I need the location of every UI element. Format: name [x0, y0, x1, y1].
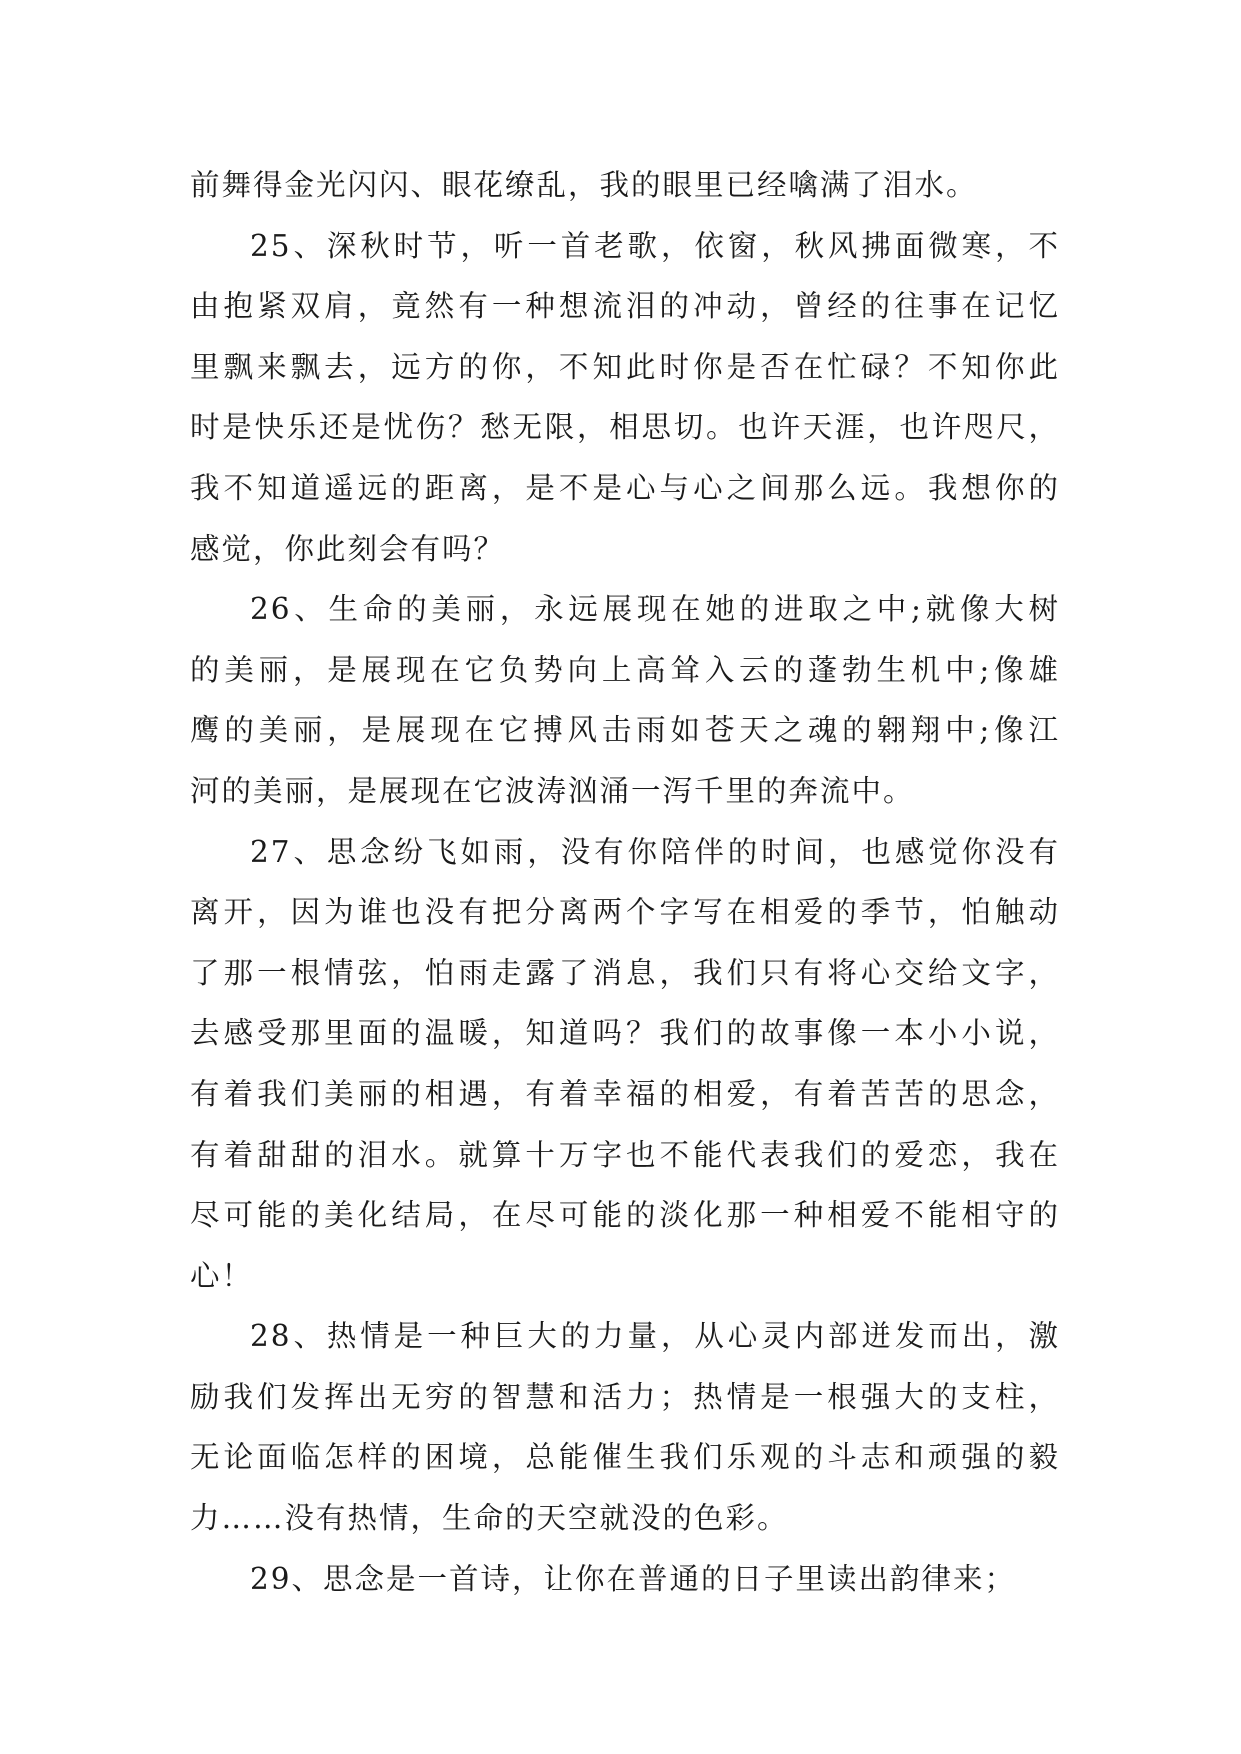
text-line: 尽可能的美化结局，在尽可能的淡化那一种相爱不能相守的 — [190, 1198, 1060, 1233]
paragraph-29 — [190, 1549, 1060, 1610]
text-line: 25、深秋时节，听一首老歌，依窗，秋风拂面微寒，不 — [250, 228, 1060, 263]
paragraph-27 — [190, 822, 1060, 1307]
text-line: 的美丽，是展现在它负势向上高耸入云的蓬勃生机中;像雄 — [190, 652, 1060, 687]
text-line: 去感受那里面的温暖，知道吗？我们的故事像一本小小说， — [190, 1016, 1060, 1051]
text-line: 河的美丽，是展现在它波涛汹涌一泻千里的奔流中。 — [190, 773, 915, 808]
text-line: 感觉，你此刻会有吗？ — [190, 531, 506, 566]
text-line: 里飘来飘去，远方的你，不知此时你是否在忙碌？不知你此 — [190, 349, 1060, 384]
text-line: 由抱紧双肩，竟然有一种想流泪的冲动，曾经的往事在记忆 — [190, 289, 1060, 324]
text-line: 有着甜甜的泪水。就算十万字也不能代表我们的爱恋，我在 — [190, 1137, 1060, 1172]
text-line: 力……没有热情，生命的天空就没的色彩。 — [190, 1501, 789, 1536]
text-line: 27、思念纷飞如雨，没有你陪伴的时间，也感觉你没有 — [250, 834, 1060, 869]
text-line: 鹰的美丽，是展现在它搏风击雨如苍天之魂的翱翔中;像江 — [190, 713, 1060, 748]
text-line: 了那一根情弦，怕雨走露了消息，我们只有将心交给文字， — [190, 955, 1060, 990]
paragraph-continuation — [190, 155, 1060, 216]
text-line: 29、思念是一首诗，让你在普通的日子里读出韵律来； — [250, 1561, 1017, 1596]
text-line: 28、热情是一种巨大的力量，从心灵内部迸发而出，激 — [250, 1319, 1060, 1354]
text-line: 无论面临怎样的困境，总能催生我们乐观的斗志和顽强的毅 — [190, 1440, 1060, 1475]
text-line: 心！ — [190, 1258, 254, 1293]
text-line: 我不知道遥远的距离，是不是心与心之间那么远。我想你的 — [190, 470, 1060, 505]
text-line: 离开，因为谁也没有把分离两个字写在相爱的季节，怕触动 — [190, 895, 1060, 930]
paragraph-26 — [190, 579, 1060, 821]
text-line: 前舞得金光闪闪、眼花缭乱，我的眼里已经噙满了泪水。 — [190, 168, 978, 202]
text-line: 26、生命的美丽，永远展现在她的进取之中;就像大树 — [250, 592, 1060, 627]
paragraph-25 — [190, 216, 1060, 580]
text-line: 有着我们美丽的相遇，有着幸福的相爱，有着苦苦的思念， — [190, 1076, 1060, 1111]
paragraph-28 — [190, 1306, 1060, 1548]
body-text — [190, 155, 1060, 1609]
text-line: 时是快乐还是忧伤？愁无限，相思切。也许天涯，也许咫尺， — [190, 410, 1060, 445]
text-line: 励我们发挥出无穷的智慧和活力；热情是一根强大的支柱， — [190, 1379, 1060, 1414]
